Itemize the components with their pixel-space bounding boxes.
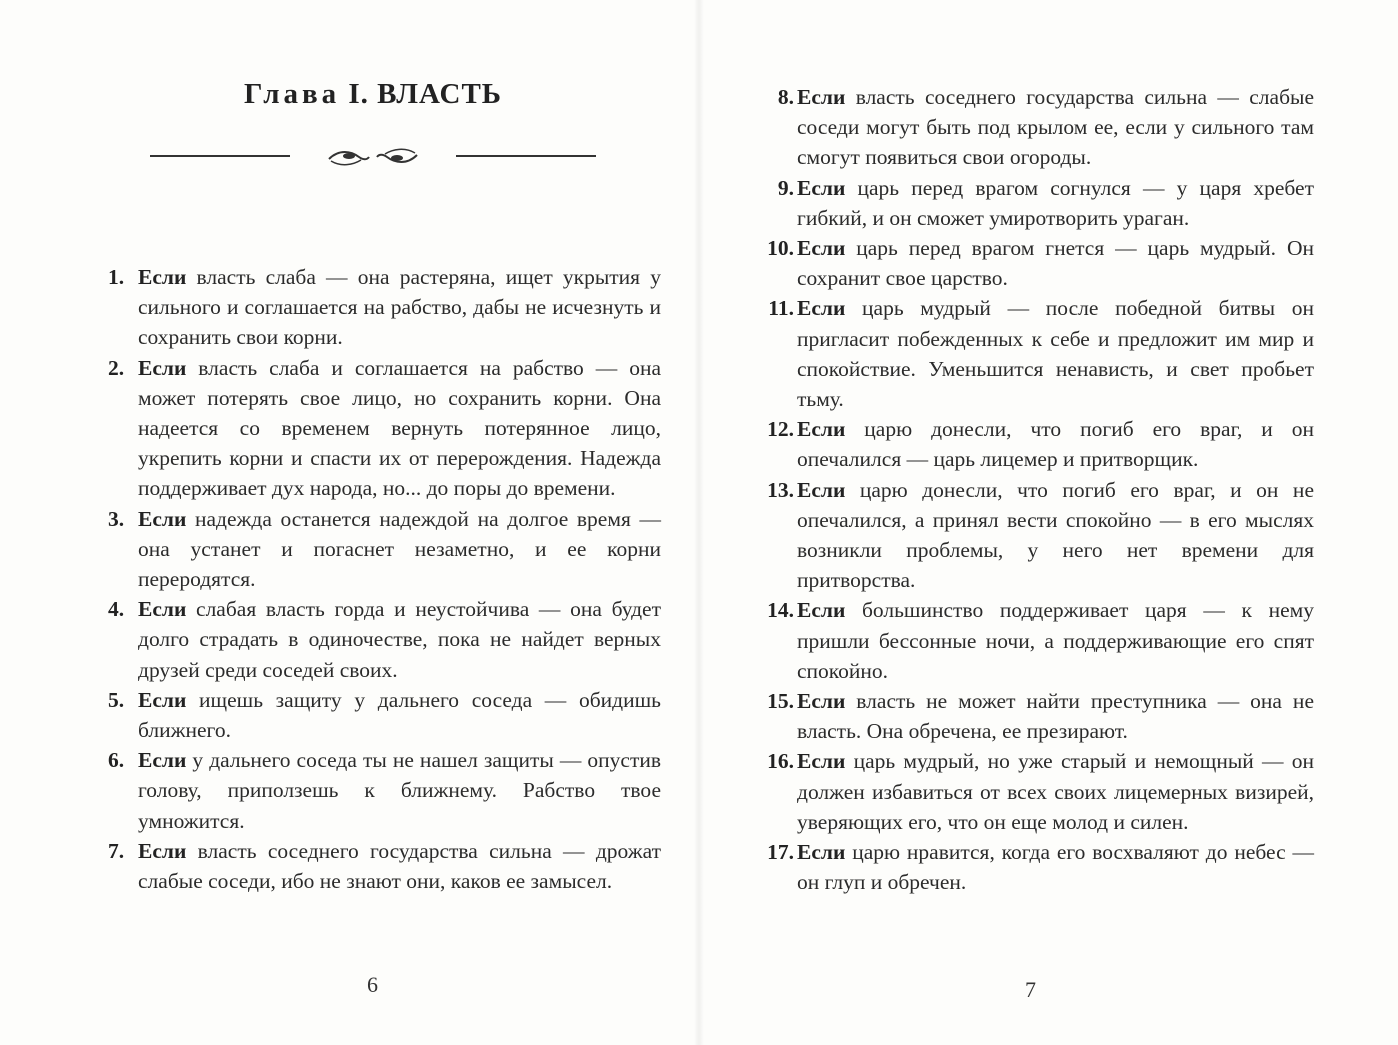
- item-number: 1.: [108, 265, 125, 289]
- item-text: царю донесли, что погиб его враг, и он опечалился — царь лицемер и притворщик.: [797, 417, 1314, 472]
- item-keyword: Если: [797, 296, 846, 321]
- aphorism-item: [108, 504, 661, 595]
- item-text: царь перед врагом гнется — царь мудрый. Он сохранит свое царство.: [797, 236, 1314, 291]
- item-text: власть соседнего государства сильна — дрожат слабые соседи, ибо не знают они, каков ее замысел.: [138, 838, 661, 894]
- item-keyword: Если: [138, 265, 187, 289]
- item-text: надежда останется надеждой на долгое время — она устанет и погаснет незаметно, и ее корни переродятся.: [138, 506, 661, 592]
- chapter-name: I. ВЛАСТЬ: [348, 78, 502, 110]
- ornament-rule-left: [150, 155, 290, 157]
- aphorism-item: [754, 173, 1314, 233]
- flourish-icon: [325, 145, 421, 169]
- item-keyword: Если: [138, 597, 187, 622]
- item-number: 4.: [108, 597, 125, 622]
- chapter-ornament: [150, 145, 596, 169]
- item-number: 16.: [767, 749, 794, 774]
- aphorism-item: [754, 82, 1314, 173]
- item-keyword: Если: [797, 840, 846, 865]
- item-number: 6.: [108, 748, 125, 773]
- aphorism-item: [108, 836, 661, 896]
- ornament-rule-right: [456, 155, 596, 157]
- item-text: власть слаба — она растеряна, ищет укрытия у сильного и соглашается на рабство, дабы не исчезнуть и сохранить свои корни.: [138, 265, 661, 350]
- item-text: слабая власть горда и неустойчива — она будет долго страдать в одиночестве, пока не найдет верных друзей среди соседей своих.: [138, 597, 661, 682]
- item-number: 13.: [767, 477, 794, 502]
- item-number: 9.: [777, 175, 794, 200]
- item-number: 8.: [777, 85, 794, 109]
- item-keyword: Если: [797, 417, 846, 442]
- right-page: [699, 0, 1398, 1045]
- item-number: 11.: [768, 296, 794, 321]
- item-number: 17.: [767, 840, 794, 865]
- page-number: 7: [1025, 977, 1036, 1002]
- item-keyword: Если: [797, 749, 846, 774]
- aphorism-item: [108, 353, 661, 504]
- aphorism-item: [754, 686, 1314, 746]
- item-keyword: Если: [138, 687, 187, 712]
- item-keyword: Если: [797, 85, 846, 109]
- item-text: власть не может найти преступника — она не власть. Она обречена, ее презирают.: [797, 689, 1314, 744]
- item-number: 12.: [767, 417, 794, 442]
- aphorism-item: [108, 262, 661, 353]
- item-text: ищешь защиту у дальнего соседа — обидишь ближнего.: [138, 687, 661, 743]
- item-number: 10.: [767, 236, 794, 261]
- aphorism-item: [754, 746, 1314, 837]
- item-text: царю донесли, что погиб его враг, и он не опечалился, а принял вести спокойно — в его мыслях возникли проблемы, у него нет времени для притворства.: [797, 477, 1314, 593]
- item-keyword: Если: [797, 477, 846, 502]
- item-text: царь перед врагом согнулся — у царя хребет гибкий, и он сможет умиротворить ураган.: [797, 175, 1314, 230]
- item-text: большинство поддерживает царя — к нему пришли бессонные ночи, а поддерживающие его спят спокойно.: [797, 598, 1314, 683]
- item-keyword: Если: [797, 236, 846, 261]
- item-text: власть слаба и соглашается на рабство — она может потерять свое лицо, но сохранить корни. Она надеется со временем вернуть потерянное лицо, укрепить корни и спасти их от перерождения. Надежда поддерживает дух народа, но... до поры до времени.: [138, 355, 661, 501]
- aphorism-item: [754, 414, 1314, 474]
- aphorism-list-left: [108, 262, 661, 896]
- item-keyword: Если: [138, 748, 187, 773]
- item-text: у дальнего соседа ты не нашел защиты — опустив голову, приползешь к ближнему. Рабство твое умножится.: [138, 748, 661, 833]
- chapter-title: [150, 78, 596, 111]
- item-text: власть соседнего государства сильна — слабые соседи могут быть под крылом ее, если у сильного там смогут появиться свои огороды.: [797, 85, 1314, 170]
- item-number: 15.: [767, 689, 794, 714]
- item-text: царь мудрый — после победной битвы он пригласит побежденных к себе и предложит им мир и спокойствие. Уменьшится ненависть, и свет пробьет тьму.: [797, 296, 1314, 412]
- item-text: царю нравится, когда его восхваляют до небес — он глуп и обречен.: [797, 840, 1314, 895]
- item-keyword: Если: [138, 506, 187, 531]
- item-number: 3.: [108, 506, 125, 531]
- aphorism-item: [108, 745, 661, 836]
- chapter-word: Глава: [244, 78, 341, 110]
- aphorism-item: [754, 837, 1314, 897]
- aphorism-item: [108, 594, 661, 685]
- item-keyword: Если: [138, 838, 187, 863]
- aphorism-item: [754, 233, 1314, 293]
- item-text: царь мудрый, но уже старый и немощный — он должен избавиться от всех своих лицемерных визирей, уверяющих его, что он еще молод и силен.: [797, 749, 1314, 834]
- page-number: 6: [367, 972, 378, 997]
- item-keyword: Если: [797, 689, 846, 714]
- item-keyword: Если: [797, 175, 846, 200]
- item-number: 2.: [108, 355, 125, 380]
- item-number: 14.: [767, 598, 794, 623]
- item-keyword: Если: [797, 598, 846, 623]
- aphorism-item: [754, 475, 1314, 596]
- aphorism-list-right: [754, 82, 1314, 897]
- item-number: 5.: [108, 687, 125, 712]
- aphorism-item: [108, 685, 661, 745]
- aphorism-item: [754, 293, 1314, 414]
- item-keyword: Если: [138, 355, 187, 380]
- item-number: 7.: [108, 838, 125, 863]
- aphorism-item: [754, 595, 1314, 686]
